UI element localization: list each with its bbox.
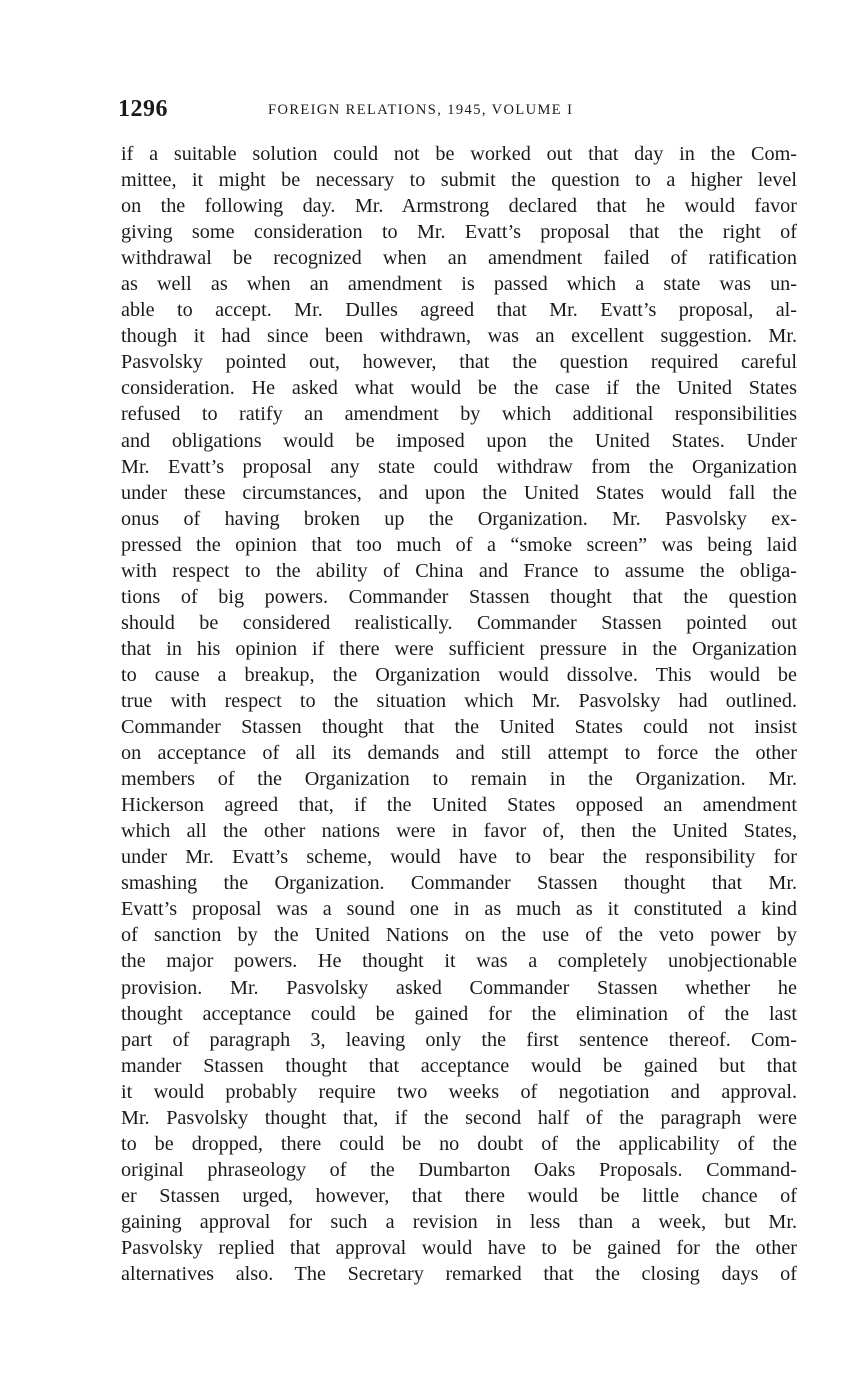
text-line: Pasvolsky replied that approval would have to be gained for the other xyxy=(121,1236,797,1259)
text-line: Evatt’s proposal was a sound one in as much as it constituted a kind xyxy=(121,898,797,921)
text-line: mittee, it might be necessary to submit the question to a higher level xyxy=(121,169,797,192)
text-line: that in his opinion if there were sufficient pressure in the Organization xyxy=(121,637,797,660)
page-number: 1296 xyxy=(118,96,168,122)
text-line: and obligations would be imposed upon the United States. Under xyxy=(121,429,797,452)
text-line: which all the other nations were in favor of, then the United States, xyxy=(121,820,797,843)
page-header xyxy=(118,96,798,126)
text-line: thought acceptance could be gained for the elimination of the last xyxy=(121,1002,797,1025)
text-line: part of paragraph 3, leaving only the first sentence thereof. Com- xyxy=(121,1028,797,1051)
text-line: to be dropped, there could be no doubt of the applicability of the xyxy=(121,1132,797,1155)
text-line: onus of having broken up the Organization. Mr. Pasvolsky ex- xyxy=(121,507,797,530)
text-line: tions of big powers. Commander Stassen thought that the question xyxy=(121,585,797,608)
text-line: under Mr. Evatt’s scheme, would have to bear the responsibility for xyxy=(121,846,797,869)
text-line: alternatives also. The Secretary remarked that the closing days of xyxy=(121,1263,797,1286)
text-line: true with respect to the situation which Mr. Pasvolsky had outlined. xyxy=(121,689,797,712)
text-line: refused to ratify an amendment by which additional responsibilities xyxy=(121,403,797,426)
text-line: it would probably require two weeks of negotiation and approval. xyxy=(121,1080,797,1103)
text-line: Mr. Evatt’s proposal any state could withdraw from the Organization xyxy=(121,455,797,478)
text-line: Hickerson agreed that, if the United States opposed an amendment xyxy=(121,794,797,817)
body-text xyxy=(121,141,797,1287)
text-line: mander Stassen thought that acceptance would be gained but that xyxy=(121,1054,797,1077)
text-line: on the following day. Mr. Armstrong declared that he would favor xyxy=(121,195,797,218)
text-line: gaining approval for such a revision in less than a week, but Mr. xyxy=(121,1210,797,1233)
text-line: the major powers. He thought it was a completely unobjectionable xyxy=(121,950,797,973)
text-line: to cause a breakup, the Organization would dissolve. This would be xyxy=(121,663,797,686)
text-line: withdrawal be recognized when an amendment failed of ratification xyxy=(121,247,797,270)
text-line: though it had since been withdrawn, was an excellent suggestion. Mr. xyxy=(121,325,797,348)
text-line: Commander Stassen thought that the United States could not insist xyxy=(121,716,797,739)
text-line: pressed the opinion that too much of a “smoke screen” was being laid xyxy=(121,533,797,556)
text-line: able to accept. Mr. Dulles agreed that Mr. Evatt’s proposal, al- xyxy=(121,299,797,322)
text-line: on acceptance of all its demands and still attempt to force the other xyxy=(121,742,797,765)
text-line: original phraseology of the Dumbarton Oaks Proposals. Command- xyxy=(121,1158,797,1181)
text-line: Pasvolsky pointed out, however, that the question required careful xyxy=(121,351,797,374)
text-line: should be considered realistically. Commander Stassen pointed out xyxy=(121,611,797,634)
text-line: smashing the Organization. Commander Stassen thought that Mr. xyxy=(121,872,797,895)
text-line: under these circumstances, and upon the United States would fall the xyxy=(121,481,797,504)
text-line: er Stassen urged, however, that there would be little chance of xyxy=(121,1184,797,1207)
text-line: provision. Mr. Pasvolsky asked Commander Stassen whether he xyxy=(121,976,797,999)
text-line: with respect to the ability of China and France to assume the obliga- xyxy=(121,559,797,582)
running-head: FOREIGN RELATIONS, 1945, VOLUME I xyxy=(268,102,574,118)
text-line: if a suitable solution could not be worked out that day in the Com- xyxy=(121,143,797,165)
text-line: giving some consideration to Mr. Evatt’s proposal that the right of xyxy=(121,221,797,244)
text-line: consideration. He asked what would be the case if the United States xyxy=(121,377,797,400)
text-line: as well as when an amendment is passed which a state was un- xyxy=(121,273,797,296)
text-line: Mr. Pasvolsky thought that, if the second half of the paragraph were xyxy=(121,1106,797,1129)
text-line: of sanction by the United Nations on the use of the veto power by xyxy=(121,924,797,947)
text-line: members of the Organization to remain in the Organization. Mr. xyxy=(121,768,797,791)
